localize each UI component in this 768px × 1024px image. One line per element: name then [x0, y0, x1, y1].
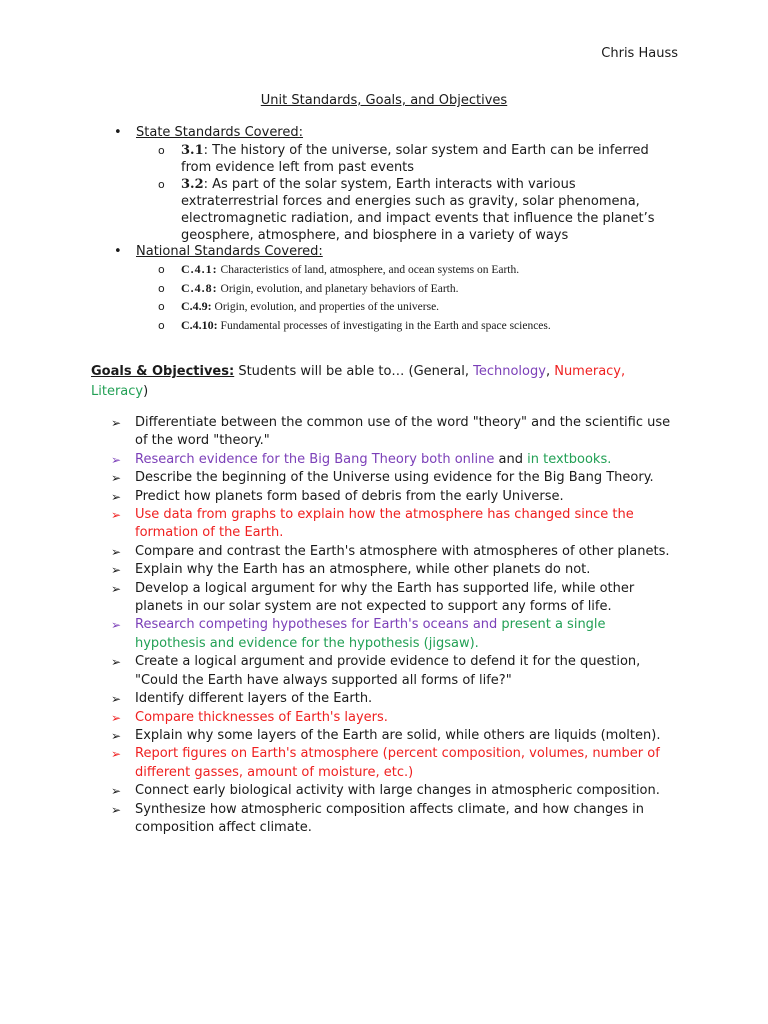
- literacy-key: Literacy: [91, 384, 144, 399]
- arrow-bullet-icon: ➢: [111, 618, 122, 633]
- standard-code: C.4.10:: [181, 317, 218, 332]
- objective-text: Describe the beginning of the Universe using evidence for the Big Bang Theory.: [135, 470, 654, 486]
- objective-text-literacy: in textbooks.: [527, 451, 612, 467]
- national-standard-item: [0, 261, 768, 280]
- arrow-bullet-icon: ➢: [111, 747, 122, 762]
- arrow-bullet-icon: ➢: [111, 784, 122, 799]
- national-standard-item: [0, 280, 768, 299]
- author-name: Chris Hauss: [601, 46, 678, 61]
- objective-text-numeracy: Compare thicknesses of Earth's layers.: [135, 709, 388, 725]
- goals-intro-text: Students will be able to… (General,: [234, 364, 474, 379]
- objective-item: [0, 506, 768, 543]
- objective-text-general: and: [494, 451, 528, 467]
- objective-item: [0, 469, 768, 487]
- objective-text: Create a logical argument and provide evidence to defend it for the question, "Could the Earth have always supported all forms of life?": [135, 654, 641, 688]
- objectives-list: [0, 414, 768, 837]
- objective-item: [0, 543, 768, 561]
- standard-text: Origin, evolution, and properties of the universe.: [211, 301, 440, 313]
- page-title: Unit Standards, Goals, and Objectives: [260, 93, 508, 108]
- goals-intro: [91, 362, 681, 402]
- objective-item: [0, 709, 768, 727]
- standard-code: C.4.9:: [181, 299, 212, 313]
- standard-text: : As part of the solar system, Earth interacts with various extraterrestrial forces and energies such as gravity, solar phenomena, electromagnetic radiation, and impact events that influence the planet’s geosphere, atmosphere, and biosphere in a variety of ways: [181, 177, 655, 243]
- goals-label: Goals & Objectives:: [91, 364, 235, 379]
- objective-text-technology: Research evidence for the Big Bang Theory both online: [135, 451, 495, 467]
- standard-code: C.4.8:: [181, 280, 218, 295]
- objective-text: Predict how planets form based of debris from the early Universe.: [135, 488, 564, 504]
- objective-text-technology: Research competing hypotheses for Earth's oceans and: [135, 617, 498, 633]
- state-standard-item: [0, 142, 768, 176]
- arrow-bullet-icon: ➢: [111, 489, 122, 504]
- state-standard-item: [0, 176, 768, 244]
- standard-text: : The history of the universe, solar system and Earth can be inferred from evidence left from past events: [181, 143, 649, 175]
- objective-text: Compare and contrast the Earth's atmosphere with atmospheres of other planets.: [135, 543, 670, 559]
- objective-item: [0, 580, 768, 617]
- arrow-bullet-icon: ➢: [111, 655, 122, 670]
- arrow-bullet-icon: ➢: [111, 802, 122, 817]
- national-standard-item: [0, 317, 768, 336]
- national-standard-item: [0, 298, 768, 317]
- state-standards-label: State Standards Covered:: [136, 125, 304, 140]
- objective-item: [0, 801, 768, 838]
- arrow-bullet-icon: ➢: [111, 692, 122, 707]
- standard-text: Fundamental processes of investigating in the Earth and space sciences.: [217, 319, 551, 332]
- objective-item: [0, 451, 768, 469]
- national-standards-heading: [0, 244, 768, 261]
- circle-bullet-icon: o: [158, 281, 165, 295]
- objective-text: Develop a logical argument for why the Earth has supported life, while other planets in our solar system are not expected to support any forms of life.: [135, 580, 635, 615]
- objective-text-numeracy: Use data from graphs to explain how the atmosphere has changed since the formation of the Earth.: [135, 507, 634, 541]
- objective-item: [0, 561, 768, 579]
- objective-item: [0, 745, 768, 782]
- objective-text: Explain why some layers of the Earth are solid, while others are liquids (molten).: [135, 727, 661, 743]
- arrow-bullet-icon: ➢: [111, 544, 122, 559]
- standard-code: 3.2: [181, 177, 204, 192]
- bullet-icon: •: [114, 244, 122, 259]
- arrow-bullet-icon: ➢: [111, 471, 122, 486]
- numeracy-key: Numeracy,: [554, 364, 626, 379]
- standard-code: 3.1: [181, 143, 204, 158]
- arrow-bullet-icon: ➢: [111, 452, 122, 467]
- circle-bullet-icon: o: [158, 263, 165, 276]
- objective-item: [0, 616, 768, 653]
- arrow-bullet-icon: ➢: [111, 710, 122, 725]
- objective-text-numeracy: Report figures on Earth's atmosphere (percent composition, volumes, number of different gasses, amount of moisture, etc.): [135, 746, 660, 780]
- bullet-icon: •: [114, 125, 122, 140]
- standards-section: [0, 125, 768, 335]
- goals-separator: ,: [545, 364, 555, 379]
- objective-text: Differentiate between the common use of the word "theory" and the scientific use of the word "theory.": [135, 415, 671, 449]
- arrow-bullet-icon: ➢: [111, 416, 122, 430]
- objective-item: [0, 414, 768, 451]
- objective-text: Connect early biological activity with large changes in atmospheric composition.: [135, 783, 660, 799]
- standard-text: Origin, evolution, and planetary behaviors of Earth.: [217, 282, 459, 295]
- objective-text: Identify different layers of the Earth.: [135, 691, 373, 707]
- objective-text-literacy: present a single hypothesis and evidence for the hypothesis (jigsaw).: [135, 617, 606, 651]
- circle-bullet-icon: o: [158, 144, 165, 157]
- standard-code: C.4.1:: [181, 262, 218, 276]
- objective-item: [0, 488, 768, 506]
- circle-bullet-icon: o: [158, 318, 165, 332]
- circle-bullet-icon: o: [158, 300, 165, 313]
- goals-close: ): [143, 384, 149, 399]
- objective-text: Synthesize how atmospheric composition affects climate, and how changes in composition affect climate.: [135, 801, 644, 835]
- arrow-bullet-icon: ➢: [111, 563, 122, 578]
- technology-key: Technology: [473, 364, 546, 379]
- objective-item: [0, 653, 768, 690]
- objective-item: [0, 727, 768, 745]
- state-standards-heading: [0, 125, 768, 142]
- arrow-bullet-icon: ➢: [111, 581, 122, 596]
- national-standards-label: National Standards Covered:: [136, 244, 323, 259]
- objective-text: Explain why the Earth has an atmosphere, while other planets do not.: [135, 562, 591, 578]
- arrow-bullet-icon: ➢: [111, 728, 122, 743]
- arrow-bullet-icon: ➢: [111, 508, 122, 523]
- standard-text: Characteristics of land, atmosphere, and ocean systems on Earth.: [217, 264, 520, 276]
- objective-item: [0, 690, 768, 708]
- objective-item: [0, 782, 768, 800]
- circle-bullet-icon: o: [158, 178, 165, 191]
